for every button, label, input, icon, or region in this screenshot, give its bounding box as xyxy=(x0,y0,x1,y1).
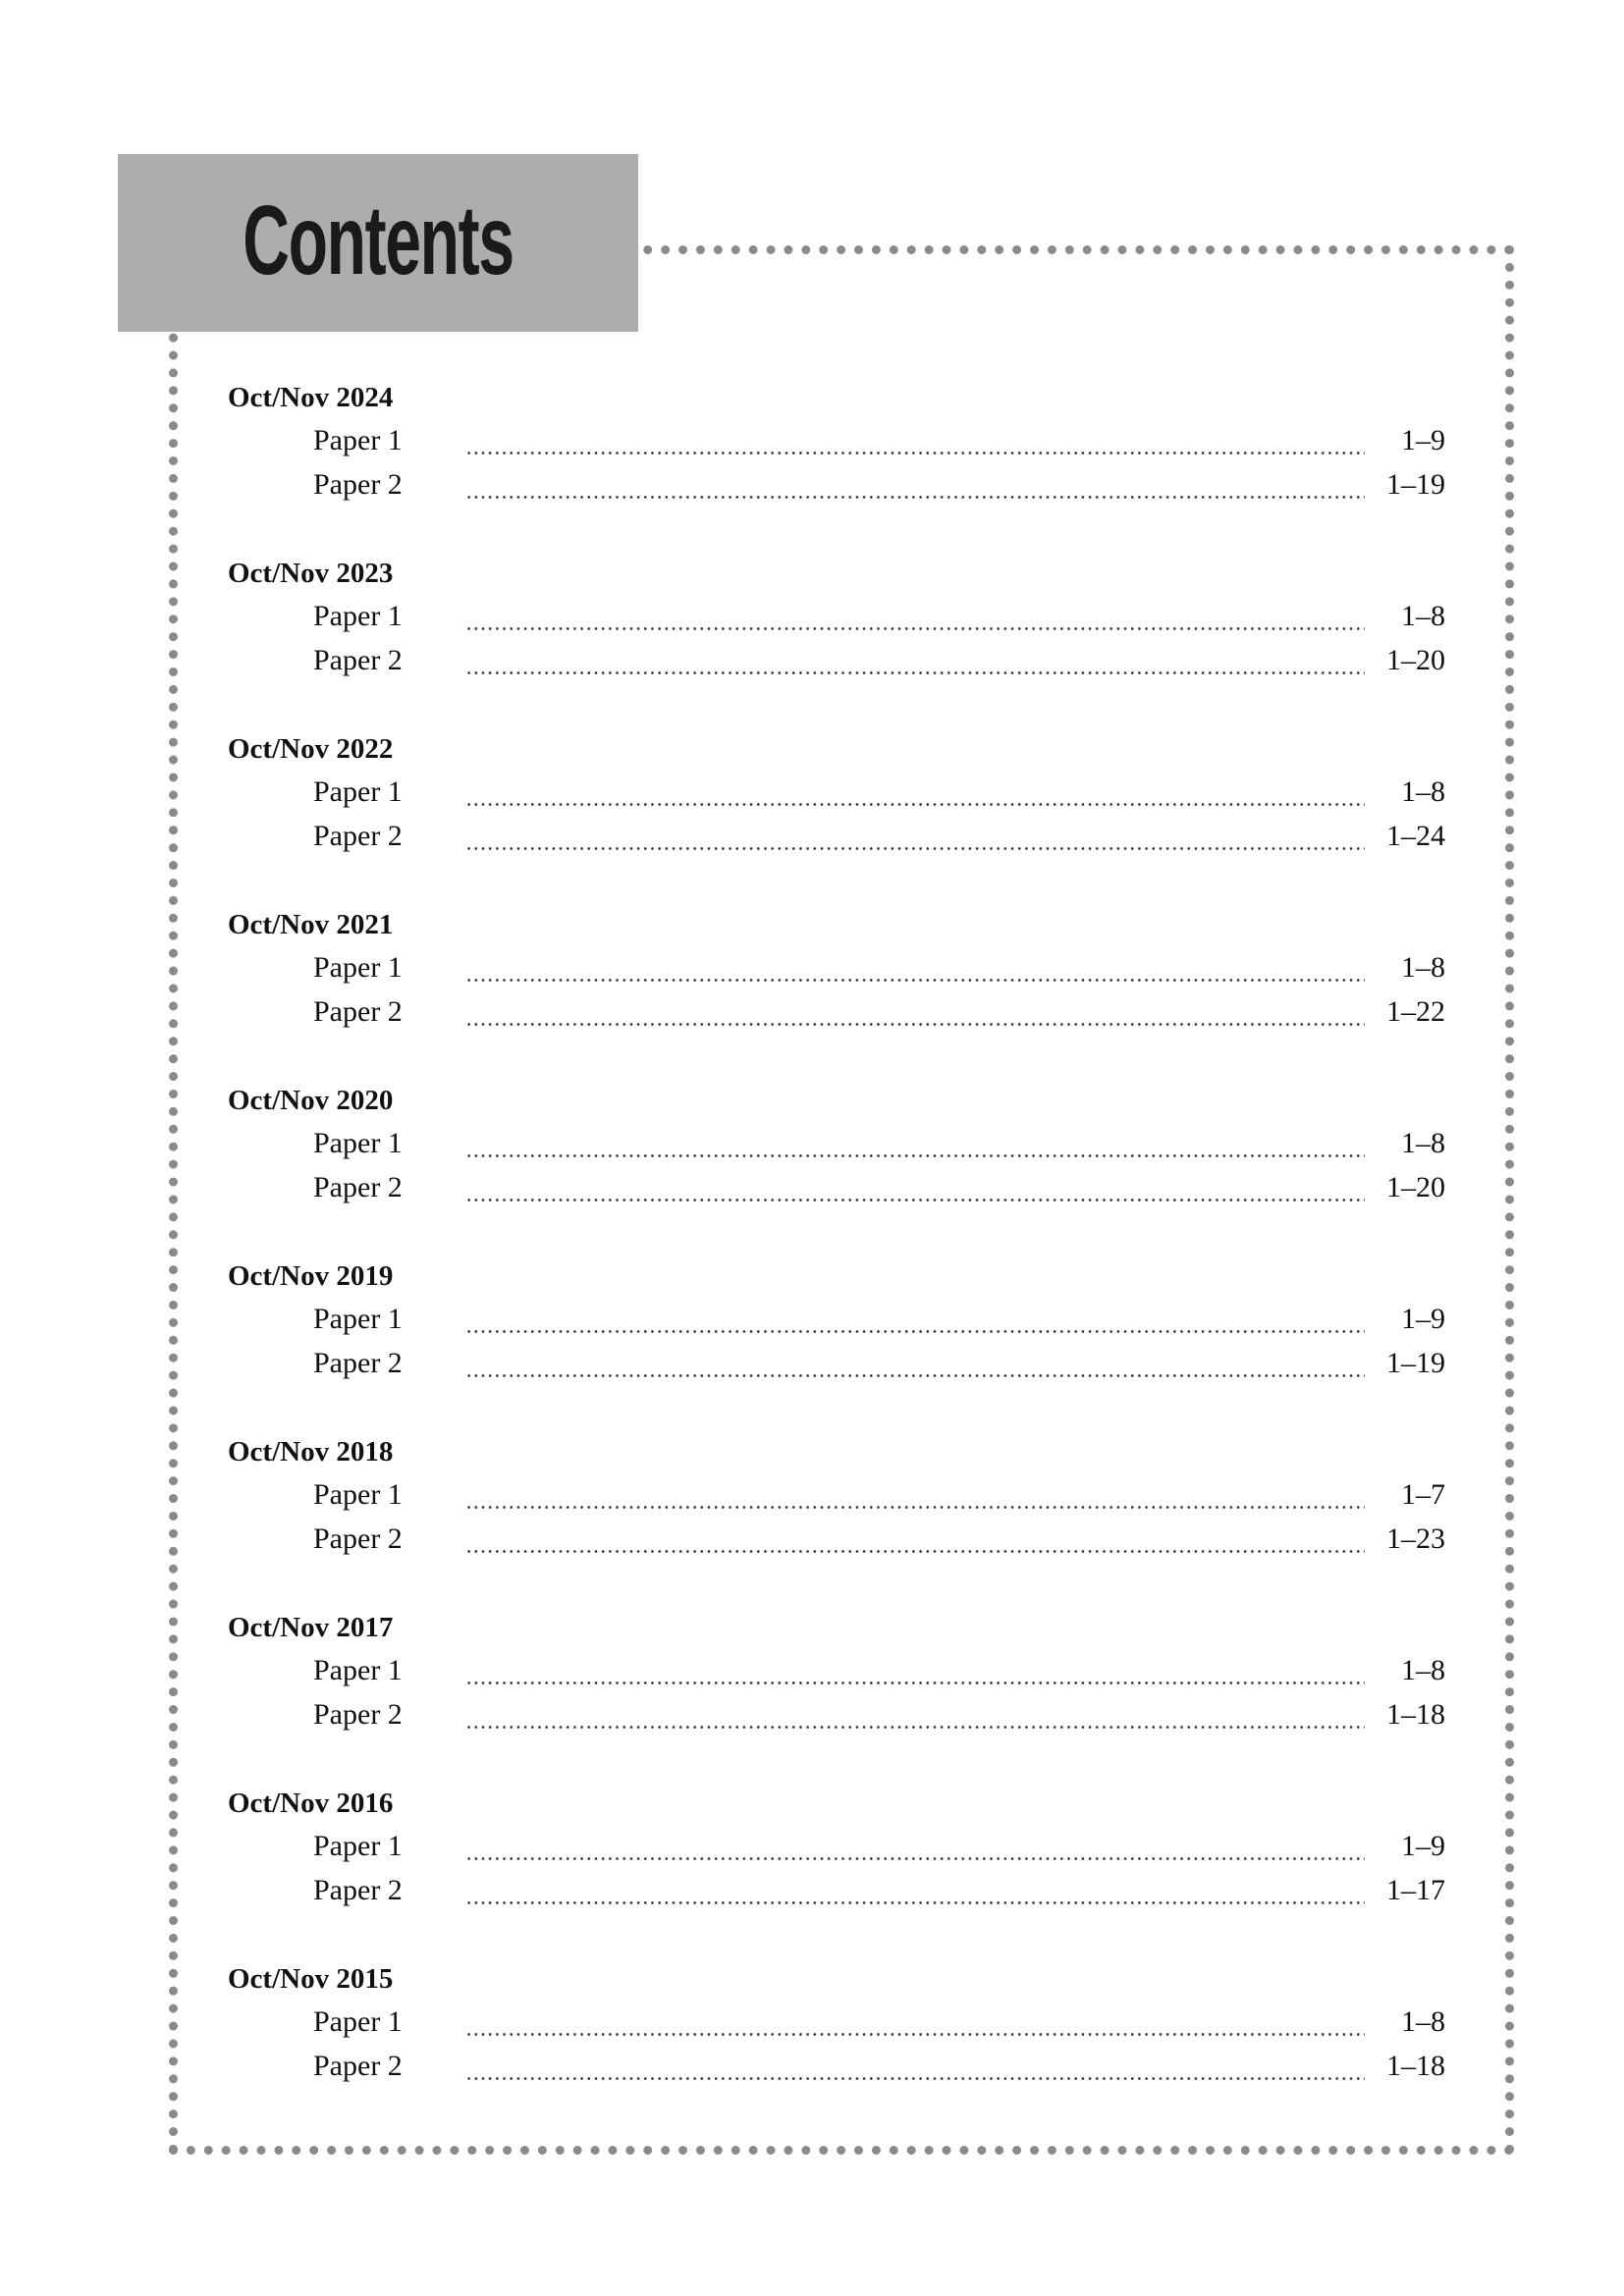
entry-label: Paper 2 xyxy=(313,644,403,676)
toc-entry[interactable] xyxy=(228,2003,1445,2048)
dot-leader xyxy=(465,1154,1365,1157)
toc-entry[interactable] xyxy=(228,1301,1445,1345)
entry-page-range: 1–22 xyxy=(1386,995,1445,1028)
dot-leader xyxy=(465,1550,1365,1553)
entry-label: Paper 2 xyxy=(313,1874,403,1906)
toc-entry[interactable] xyxy=(228,2048,1445,2092)
dot-leader xyxy=(465,1901,1365,1904)
entry-label: Paper 1 xyxy=(313,1127,403,1159)
entry-page-range: 1–23 xyxy=(1386,1522,1445,1555)
dot-leader xyxy=(465,1857,1365,1860)
dot-leader xyxy=(465,1682,1365,1684)
toc-entry[interactable] xyxy=(228,642,1445,686)
entry-page-range: 1–19 xyxy=(1386,468,1445,501)
entry-label: Paper 1 xyxy=(313,600,403,632)
entry-page-range: 1–7 xyxy=(1401,1478,1445,1511)
section-heading: Oct/Nov 2019 xyxy=(228,1260,394,1292)
dot-leader xyxy=(465,2077,1365,2080)
entry-label: Paper 2 xyxy=(313,1347,403,1379)
entry-label: Paper 1 xyxy=(313,1830,403,1862)
toc-section xyxy=(228,906,1445,1082)
toc-entry[interactable] xyxy=(228,1345,1445,1389)
dot-leader xyxy=(465,803,1365,806)
toc-section xyxy=(228,555,1445,730)
toc-entry[interactable] xyxy=(228,1169,1445,1213)
entry-page-range: 1–24 xyxy=(1386,820,1445,852)
toc-entry[interactable] xyxy=(228,1872,1445,1916)
entry-label: Paper 1 xyxy=(313,951,403,984)
entry-page-range: 1–18 xyxy=(1386,1698,1445,1731)
entry-page-range: 1–8 xyxy=(1401,951,1445,984)
entry-page-range: 1–9 xyxy=(1401,424,1445,456)
dot-leader xyxy=(465,452,1365,454)
entry-page-range: 1–19 xyxy=(1386,1347,1445,1379)
toc-entry[interactable] xyxy=(228,466,1445,510)
toc-entry[interactable] xyxy=(228,598,1445,642)
toc-section xyxy=(228,1960,1445,2136)
toc-entry[interactable] xyxy=(228,422,1445,466)
table-of-contents xyxy=(228,379,1445,2136)
section-heading: Oct/Nov 2022 xyxy=(228,733,394,765)
entry-page-range: 1–20 xyxy=(1386,644,1445,676)
entry-page-range: 1–18 xyxy=(1386,2050,1445,2082)
section-heading: Oct/Nov 2016 xyxy=(228,1788,394,1819)
toc-section xyxy=(228,379,1445,555)
toc-entry[interactable] xyxy=(228,1125,1445,1169)
entry-label: Paper 2 xyxy=(313,1171,403,1203)
toc-entry[interactable] xyxy=(228,993,1445,1038)
entry-label: Paper 1 xyxy=(313,424,403,456)
entry-page-range: 1–9 xyxy=(1401,1830,1445,1862)
section-heading: Oct/Nov 2023 xyxy=(228,558,394,589)
toc-entry[interactable] xyxy=(228,1476,1445,1521)
section-heading: Oct/Nov 2021 xyxy=(228,909,394,940)
dot-leader xyxy=(465,1374,1365,1377)
entry-label: Paper 1 xyxy=(313,1303,403,1335)
dot-leader xyxy=(465,1726,1365,1729)
entry-page-range: 1–8 xyxy=(1401,775,1445,808)
entry-label: Paper 2 xyxy=(313,468,403,501)
toc-section xyxy=(228,730,1445,906)
entry-page-range: 1–20 xyxy=(1386,1171,1445,1203)
entry-page-range: 1–8 xyxy=(1401,1654,1445,1686)
entry-page-range: 1–8 xyxy=(1401,1127,1445,1159)
section-heading: Oct/Nov 2017 xyxy=(228,1612,394,1643)
entry-label: Paper 2 xyxy=(313,1522,403,1555)
dot-leader xyxy=(465,671,1365,674)
toc-section xyxy=(228,1609,1445,1785)
toc-section xyxy=(228,1257,1445,1433)
section-heading: Oct/Nov 2020 xyxy=(228,1085,394,1116)
toc-entry[interactable] xyxy=(228,949,1445,993)
entry-label: Paper 2 xyxy=(313,995,403,1028)
dot-leader xyxy=(465,1506,1365,1509)
dot-leader xyxy=(465,2033,1365,2036)
toc-entry[interactable] xyxy=(228,1652,1445,1696)
entry-page-range: 1–8 xyxy=(1401,600,1445,632)
entry-label: Paper 2 xyxy=(313,820,403,852)
entry-label: Paper 1 xyxy=(313,775,403,808)
entry-label: Paper 1 xyxy=(313,2005,403,2038)
toc-section xyxy=(228,1082,1445,1257)
dot-leader xyxy=(465,1330,1365,1333)
entry-label: Paper 2 xyxy=(313,1698,403,1731)
dot-leader xyxy=(465,847,1365,850)
dot-leader xyxy=(465,979,1365,982)
entry-page-range: 1–9 xyxy=(1401,1303,1445,1335)
toc-entry[interactable] xyxy=(228,1828,1445,1872)
title-banner xyxy=(118,154,638,332)
entry-page-range: 1–17 xyxy=(1386,1874,1445,1906)
entry-page-range: 1–8 xyxy=(1401,2005,1445,2038)
section-heading: Oct/Nov 2015 xyxy=(228,1963,394,1995)
toc-section xyxy=(228,1433,1445,1609)
dot-leader xyxy=(465,1023,1365,1026)
toc-entry[interactable] xyxy=(228,818,1445,862)
entry-label: Paper 1 xyxy=(313,1654,403,1686)
toc-entry[interactable] xyxy=(228,1696,1445,1740)
section-heading: Oct/Nov 2018 xyxy=(228,1436,394,1468)
dot-leader xyxy=(465,496,1365,499)
section-heading: Oct/Nov 2024 xyxy=(228,382,394,413)
entry-label: Paper 2 xyxy=(313,2050,403,2082)
toc-section xyxy=(228,1785,1445,1960)
entry-label: Paper 1 xyxy=(313,1478,403,1511)
toc-entry[interactable] xyxy=(228,774,1445,818)
page-title: Contents xyxy=(243,186,514,295)
dot-leader xyxy=(465,627,1365,630)
toc-entry[interactable] xyxy=(228,1521,1445,1565)
dot-leader xyxy=(465,1199,1365,1201)
